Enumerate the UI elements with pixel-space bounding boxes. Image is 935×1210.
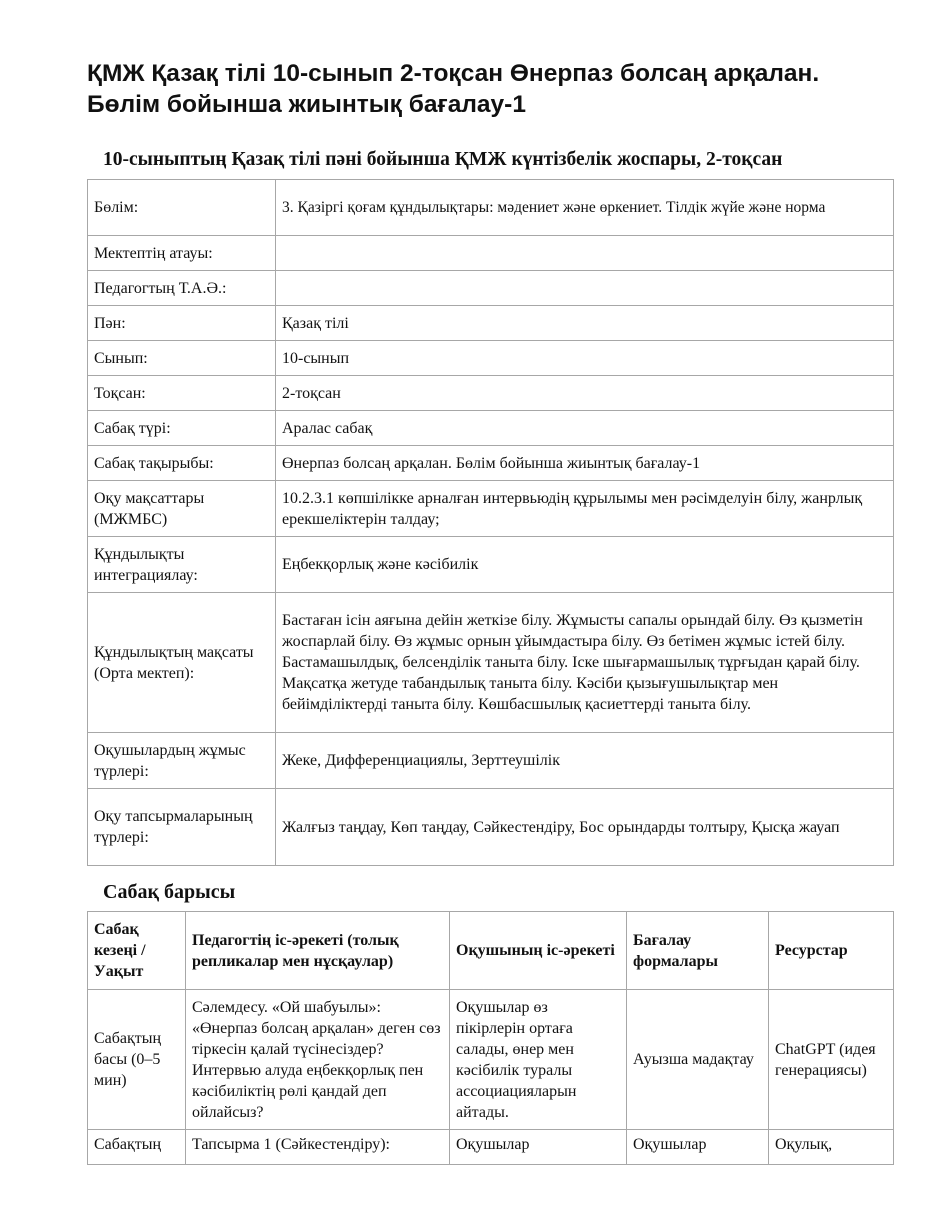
student-activity-cell: Оқушылар <box>450 1130 627 1165</box>
plan-row-task-types <box>88 789 894 866</box>
lesson-table <box>87 911 894 1165</box>
plan-value: Қазақ тілі <box>276 306 894 341</box>
plan-row-lesson-type <box>88 411 894 446</box>
plan-value: Жалғыз таңдау, Көп таңдау, Сәйкестендіру, Бос орындарды толтыру, Қысқа жауап <box>276 789 894 866</box>
plan-label: Сабақ түрі: <box>88 411 276 446</box>
plan-value: 10.2.3.1 көпшілікке арналған интервьюдің құрылымы мен рәсімделуін білу, жанрлық ерекшеліктерін талдау; <box>276 481 894 537</box>
plan-label: Оқу мақсаттары (МЖМБС) <box>88 481 276 537</box>
plan-label: Оқу тапсырмаларының түрлері: <box>88 789 276 866</box>
plan-label: Тоқсан: <box>88 376 276 411</box>
plan-row-value-purpose <box>88 593 894 733</box>
plan-row-subject <box>88 306 894 341</box>
plan-value: Өнерпаз болсаң арқалан. Бөлім бойынша жиынтық бағалау-1 <box>276 446 894 481</box>
student-activity-cell: Оқушылар өз пікірлерін ортаға салады, өнер мен кәсібилік туралы ассоциацияларын айтады. <box>450 990 627 1130</box>
plan-row-work-types <box>88 733 894 789</box>
plan-label: Құндылықты интеграциялау: <box>88 537 276 593</box>
plan-label: Бөлім: <box>88 180 276 236</box>
plan-label: Құндылықтың мақсаты (Орта мектеп): <box>88 593 276 733</box>
plan-label: Педагогтың Т.А.Ә.: <box>88 271 276 306</box>
column-header-teacher-activity: Педагогтің іс-әрекеті (толық репликалар мен нұсқаулар) <box>186 912 450 990</box>
plan-row-grade <box>88 341 894 376</box>
plan-label: Сынып: <box>88 341 276 376</box>
document-title: ҚМЖ Қазақ тілі 10-сынып 2-тоқсан Өнерпаз болсаң арқалан. Бөлім бойынша жиынтық бағалау-1 <box>87 60 820 118</box>
teacher-activity-cell: Тапсырма 1 (Сәйкестендіру): <box>186 1130 450 1165</box>
resources-cell: ChatGPT (идея генерациясы) <box>769 990 894 1130</box>
column-header-student-activity: Оқушының іс-әрекеті <box>450 912 627 990</box>
plan-label: Оқушылардың жұмыс түрлері: <box>88 733 276 789</box>
plan-row-value-integration <box>88 537 894 593</box>
plan-value: 2-тоқсан <box>276 376 894 411</box>
plan-heading: 10-сыныптың Қазақ тілі пәні бойынша ҚМЖ күнтізбелік жоспары, 2-тоқсан <box>103 149 783 170</box>
stage-cell: Сабақтың басы (0–5 мин) <box>88 990 186 1130</box>
plan-label: Пән: <box>88 306 276 341</box>
plan-table <box>87 179 894 866</box>
plan-row-school <box>88 236 894 271</box>
plan-value <box>276 271 894 306</box>
plan-value <box>276 236 894 271</box>
stage-cell: Сабақтың <box>88 1130 186 1165</box>
plan-row-quarter <box>88 376 894 411</box>
plan-label: Сабақ тақырыбы: <box>88 446 276 481</box>
plan-row-learning-objectives <box>88 481 894 537</box>
column-header-resources: Ресурстар <box>769 912 894 990</box>
table-row <box>88 1130 894 1165</box>
lesson-header-row <box>88 912 894 990</box>
plan-value: Бастаған ісін аяғына дейін жеткізе білу. Жұмысты сапалы орындай білу. Өз қызметін жоспарлай білу. Өз жұмыс орнын ұйымдастыра білу. Өз бетімен жұмыс істей білу. Бастамашылдық, белсенділік таныта білу. Іске шығармашылық тұрғыдан қарай білу. Мақсатқа жетуде табандылық таныта білу. Кәсіби қызығушылықтар мен бейімділіктерді таныта білу. Көшбасшылық қасиеттерді таныта білу. <box>276 593 894 733</box>
resources-cell: Оқулық, <box>769 1130 894 1165</box>
plan-label: Мектептің атауы: <box>88 236 276 271</box>
teacher-activity-cell: Сәлемдесу. «Ой шабуылы»: «Өнерпаз болсаң арқалан» деген сөз тіркесін қалай түсінесіздер? Интервью алуда еңбекқорлық пен кәсібиліктің рөлі қандай деп ойлайсыз? <box>186 990 450 1130</box>
table-row <box>88 990 894 1130</box>
lesson-heading: Сабақ барысы <box>103 881 236 903</box>
plan-row-section <box>88 180 894 236</box>
plan-value: Аралас сабақ <box>276 411 894 446</box>
column-header-assessment: Бағалау формалары <box>627 912 769 990</box>
assessment-cell: Ауызша мадақтау <box>627 990 769 1130</box>
column-header-stage: Сабақ кезеңі / Уақыт <box>88 912 186 990</box>
plan-value: 3. Қазіргі қоғам құндылықтары: мәдениет және өркениет. Тілдік жүйе және норма <box>276 180 894 236</box>
assessment-cell: Оқушылар <box>627 1130 769 1165</box>
plan-value: Еңбекқорлық және кәсібилік <box>276 537 894 593</box>
plan-row-teacher-name <box>88 271 894 306</box>
plan-row-lesson-topic <box>88 446 894 481</box>
plan-value: Жеке, Дифференциациялы, Зерттеушілік <box>276 733 894 789</box>
plan-value: 10-сынып <box>276 341 894 376</box>
